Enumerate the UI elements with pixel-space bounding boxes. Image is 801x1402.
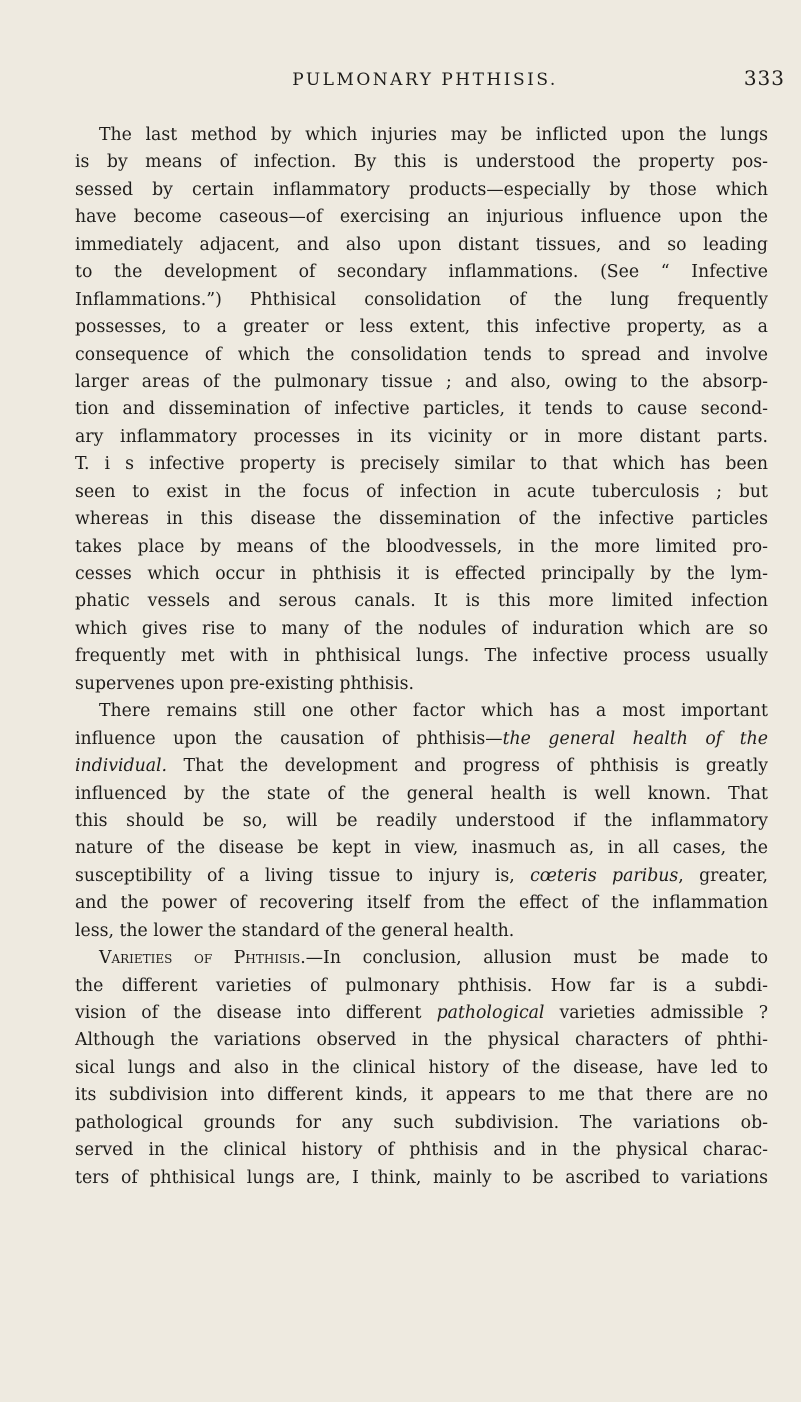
- text-line: [75, 1000, 768, 1027]
- text-line: phatic vessels and serous canals. It is this more limited infection: [75, 591, 768, 612]
- body-text: [75, 122, 768, 1192]
- text-line: nature of the disease be kept in view, inasmuch as, in all cases, the: [75, 838, 768, 859]
- text-line: frequently met with in phthisical lungs. The infective process usually: [75, 646, 768, 667]
- text-line: which gives rise to many of the nodules of induration which are so: [75, 618, 768, 639]
- text-run: cœteris paribus: [530, 865, 679, 886]
- text-line: immediately adjacent, and also upon distant tissues, and so leading: [75, 234, 768, 255]
- text-run: varieties admissible ?: [544, 1003, 768, 1023]
- text-run: , greater,: [678, 865, 768, 886]
- text-line: Although the variations observed in the physical characters of phthi-: [75, 1030, 768, 1051]
- text-run: vision of the disease into different: [75, 1003, 437, 1023]
- text-run: —In conclusion, allusion must be made to: [305, 948, 768, 969]
- text-line: The last method by which injuries may be inflicted upon the lungs: [99, 125, 768, 145]
- text-line: pathological grounds for any such subdivision. The variations ob-: [75, 1112, 768, 1133]
- text-line: sical lungs and also in the clinical history of the disease, have led to: [75, 1057, 768, 1078]
- text-line: takes place by means of the bloodvessels, in the more limited pro-: [75, 536, 768, 557]
- text-line: consequence of which the consolidation tends to spread and involve: [75, 344, 768, 365]
- text-line: seen to exist in the focus of infection in acute tuberculosis ; but: [75, 481, 768, 502]
- text-run: susceptibility of a living tissue to injury is,: [75, 865, 531, 886]
- text-line: cesses which occur in phthisis it is effected principally by the lym-: [75, 564, 768, 584]
- text-run: Varieties of Phthisis.: [99, 948, 306, 969]
- running-head: [75, 66, 785, 98]
- text-line: sessed by certain inflammatory products—especially by those which: [75, 179, 768, 200]
- running-title: PULMONARY PHTHISIS.: [292, 70, 558, 90]
- text-line: [75, 726, 768, 753]
- text-line: to the development of secondary inflammations. (See “ Infective: [75, 262, 768, 283]
- text-line: [75, 698, 768, 725]
- text-line: [75, 863, 768, 890]
- text-run: individual.: [75, 756, 168, 777]
- text-line: possesses, to a greater or less extent, this infective property, as a: [75, 317, 768, 338]
- text-line: served in the clinical history of phthisis and in the physical charac-: [75, 1140, 768, 1161]
- text-line: Inflammations.”) Phthisical consolidation of the lung frequently: [75, 289, 768, 310]
- text-line: this should be so, will be readily understood if the inflammatory: [75, 810, 768, 831]
- text-line: larger areas of the pulmonary tissue ; and also, owing to the absorp-: [75, 371, 768, 392]
- text-line: T. i s infective property is precisely similar to that which has been: [75, 454, 768, 475]
- text-line: [75, 753, 768, 780]
- page-number: 333: [743, 66, 785, 90]
- text-line: the different varieties of pulmonary phthisis. How far is a subdi-: [75, 975, 768, 996]
- text-run: the general health of the: [502, 728, 769, 749]
- text-line: less, the lower the standard of the general health.: [75, 920, 515, 941]
- text-run: That the development and progress of phthisis is greatly: [167, 756, 768, 777]
- text-line: influenced by the state of the general health is well known. That: [75, 783, 768, 804]
- text-line: ary inflammatory processes in its vicinity or in more distant parts.: [75, 426, 768, 447]
- text-run: pathological: [436, 1003, 545, 1023]
- text-run: There remains still one other factor which has a most important: [99, 701, 768, 722]
- text-line: ters of phthisical lungs are, I think, mainly to be ascribed to variations: [75, 1167, 768, 1188]
- text-line: its subdivision into different kinds, it appears to me that there are no: [75, 1085, 768, 1106]
- text-line: tion and dissemination of infective particles, it tends to cause second-: [75, 399, 768, 420]
- text-line: and the power of recovering itself from the effect of the inflammation: [75, 893, 768, 914]
- text-run: influence upon the causation of phthisis—: [75, 728, 503, 749]
- text-line: [75, 945, 768, 972]
- text-line: have become caseous—of exercising an injurious influence upon the: [75, 207, 768, 228]
- text-line: supervenes upon pre-existing phthisis.: [75, 673, 414, 694]
- text-line: is by means of infection. By this is understood the property pos-: [75, 152, 768, 173]
- text-line: whereas in this disease the dissemination of the infective particles: [75, 509, 768, 530]
